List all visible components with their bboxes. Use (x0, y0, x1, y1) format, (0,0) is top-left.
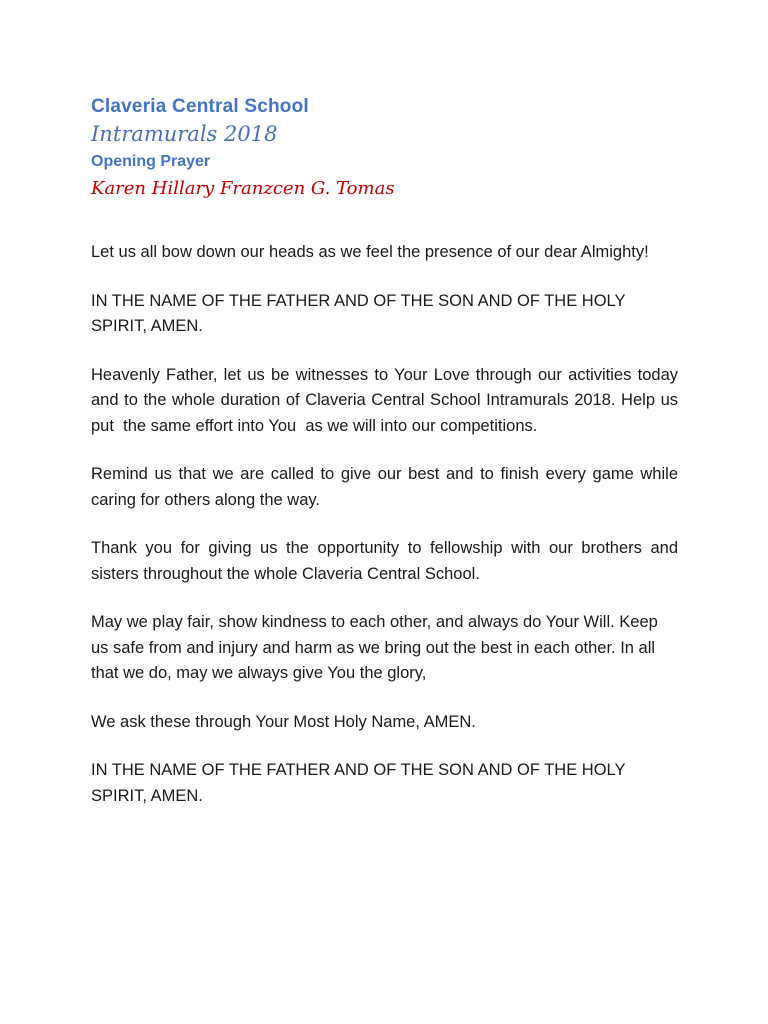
paragraph-sign-of-cross-open: IN THE NAME OF THE FATHER AND OF THE SON AND OF THE HOLY SPIRIT, AMEN. (91, 291, 630, 335)
paragraph-remind-us: Remind us that we are called to give our best and to finish every game while caring for others along the way. (91, 465, 683, 509)
paragraph-thank-you: Thank you for giving us the opportunity to fellowship with our brothers and sisters throughout the whole Claveria Central School. (91, 539, 683, 583)
author-name: Karen Hillary Franzcen G. Tomas (91, 178, 395, 199)
paragraph-closing-ask: We ask these through Your Most Holy Name, AMEN. (91, 712, 476, 731)
event-title: Intramurals 2018 (91, 122, 278, 146)
paragraph-heavenly-father: Heavenly Father, let us be witnesses to Your Love through our activities today and to the whole duration of Claveria Central School Intramurals 2018. Help us put the same effort into You as we will into our competitions. (91, 365, 683, 435)
document-subtitle: Opening Prayer (91, 153, 211, 170)
prayer-body (91, 240, 683, 809)
school-name: Claveria Central School (91, 96, 309, 117)
paragraph-invocation: Let us all bow down our heads as we feel the presence of our dear Almighty! (91, 243, 649, 261)
paragraph-may-we-play-fair: May we play fair, show kindness to each other, and always do Your Will. Keep us safe from and injury and harm as we bring out the best in each other. In all that we do, may we always give You the glory, (91, 613, 663, 682)
document-page (91, 92, 683, 832)
paragraph-sign-of-cross-close: IN THE NAME OF THE FATHER AND OF THE SON AND OF THE HOLY SPIRIT, AMEN. (91, 761, 630, 805)
